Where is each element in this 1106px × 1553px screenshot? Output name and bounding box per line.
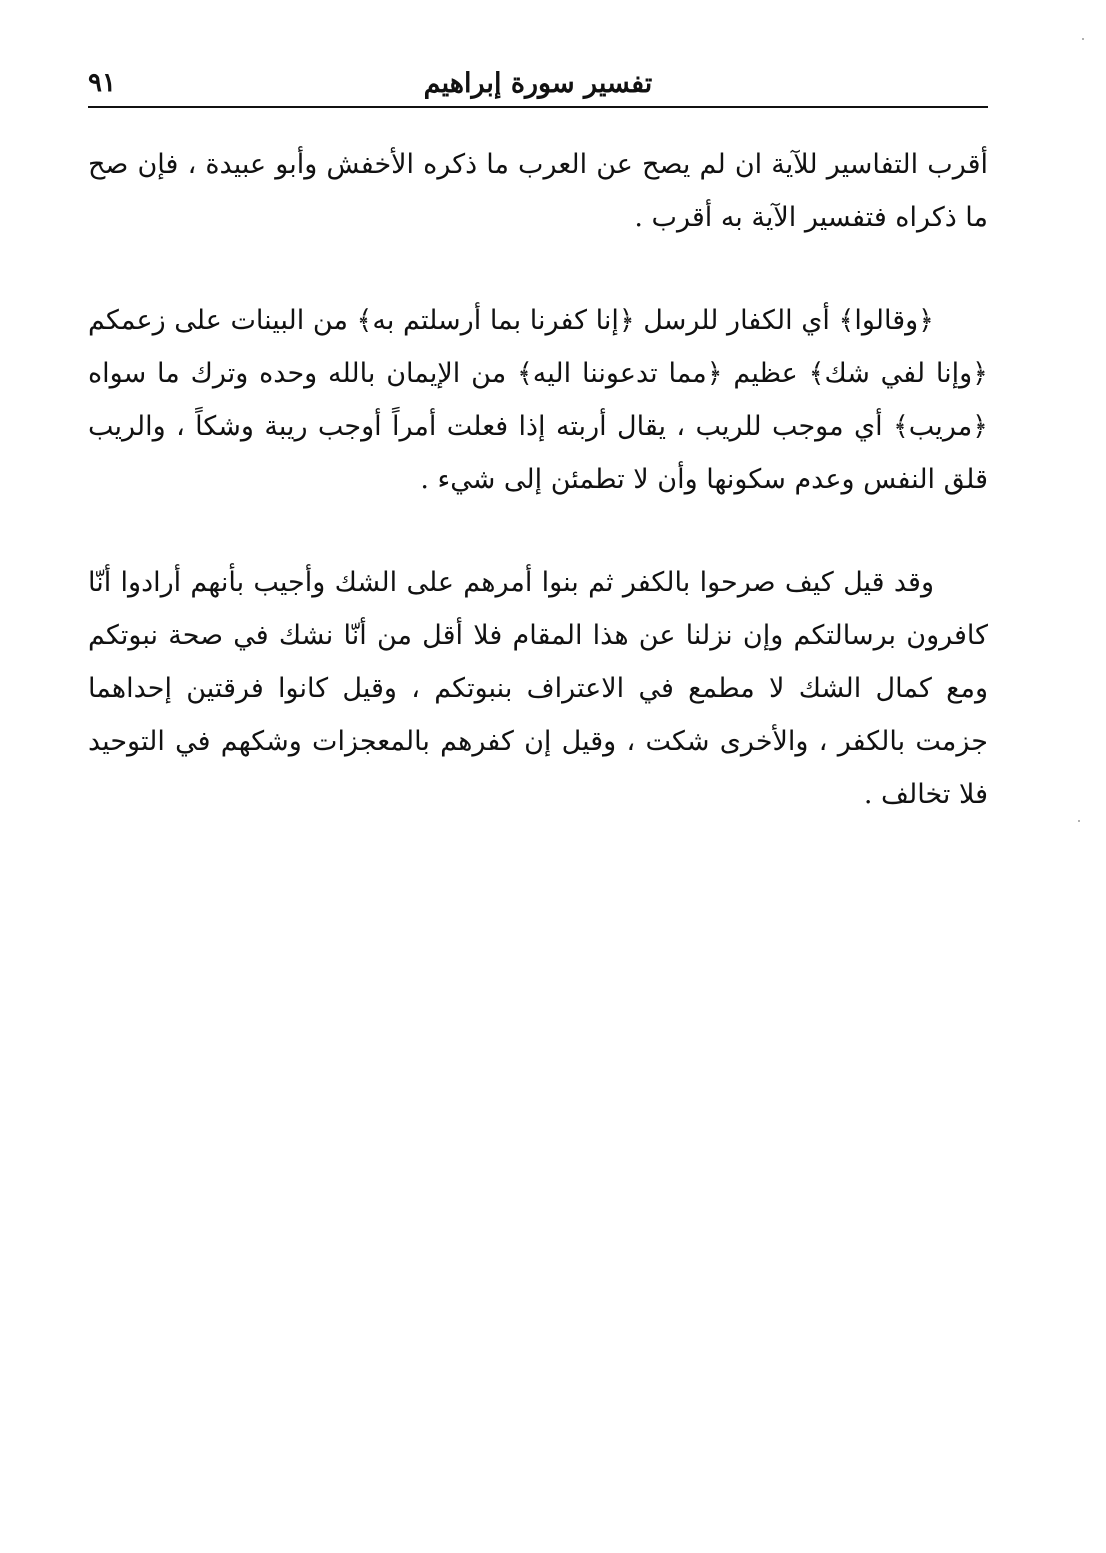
paragraph-1: أقرب التفاسير للآية ان لم يصح عن العرب ما ذكره الأخفش وأبو عبيدة ، فإن صح ما ذكراه فتفسير الآية به أقرب . — [88, 149, 988, 233]
page-body — [88, 138, 988, 871]
paragraph-3: وقد قيل كيف صرحوا بالكفر ثم بنوا أمرهم على الشك وأجيب بأنهم أرادوا أنّا كافرون برسالتكم وإن نزلنا عن هذا المقام فلا أقل من أنّا نشك في صحة نبوتكم ومع كمال الشك لا مطمع في الاعتراف بنبوتكم ، وقيل كانوا فرقتين إحداهما جزمت بالكفر ، والأخرى شكت ، وقيل إن كفرهم بالمعجزات وشكهم في التوحيد فلا تخالف . — [88, 567, 988, 810]
page-header — [88, 62, 988, 106]
header-rule — [88, 106, 988, 108]
scan-speck — [1082, 38, 1084, 40]
running-title: تفسير سورة إبراهيم — [423, 68, 653, 99]
scan-speck — [1078, 820, 1080, 822]
paragraph-2: ﴿وقالوا﴾ أي الكفار للرسل ﴿إنا كفرنا بما أرسلتم به﴾ من البينات على زعمكم ﴿وإنا لفي شك﴾ عظيم ﴿مما تدعوننا اليه﴾ من الإيمان بالله وحده وترك ما سواه ﴿مريب﴾ أي موجب للريب ، يقال أربته إذا فعلت أمراً أوجب ريبة وشكاً ، والريب قلق النفس وعدم سكونها وأن لا تطمئن إلى شيء . — [88, 305, 988, 495]
page-number: ٩١ — [88, 68, 116, 98]
